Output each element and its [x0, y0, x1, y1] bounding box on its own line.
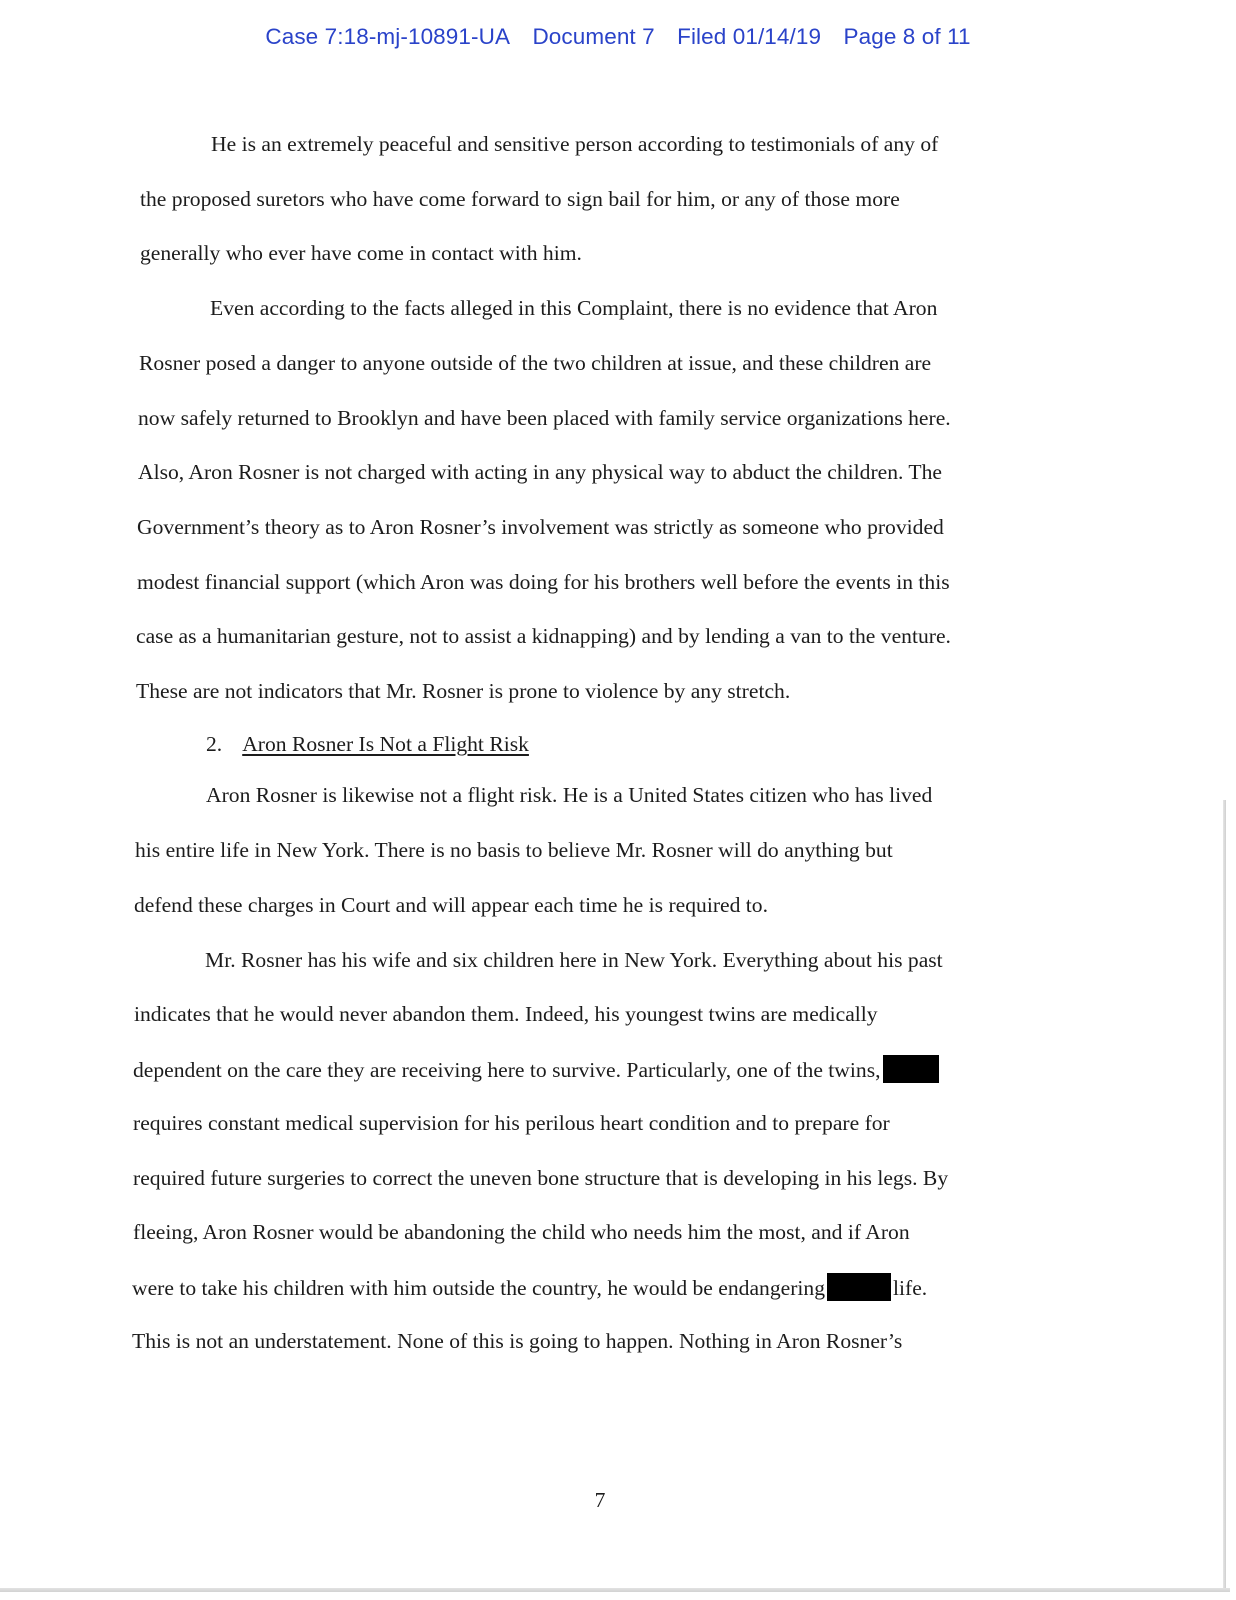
filed-date: Filed 01/14/19: [677, 24, 822, 49]
redaction-box: [827, 1273, 891, 1301]
body-line-with-redaction: [133, 1055, 939, 1084]
body-line-with-redaction: [132, 1273, 927, 1302]
section-number: 2.: [206, 732, 223, 756]
page-count: Page 8 of 11: [843, 24, 971, 49]
body-line: defend these charges in Court and will appear each time he is required to.: [134, 893, 768, 917]
body-line: modest financial support (which Aron was doing for his brothers well before the events in this: [137, 570, 950, 594]
scan-edge-bottom: [0, 1588, 1230, 1592]
body-line: fleeing, Aron Rosner would be abandoning the child who needs him the most, and if Aron: [133, 1220, 910, 1244]
section-heading: [206, 730, 529, 758]
body-line: generally who ever have come in contact with him.: [140, 241, 582, 265]
body-line: Government’s theory as to Aron Rosner’s involvement was strictly as someone who provided: [137, 515, 944, 539]
body-line: He is an extremely peaceful and sensitive person according to testimonials of any of: [211, 132, 939, 156]
body-line: Rosner posed a danger to anyone outside of the two children at issue, and these children are: [139, 351, 932, 375]
body-line: requires constant medical supervision for his perilous heart condition and to prepare for: [133, 1111, 890, 1135]
body-line: This is not an understatement. None of this is going to happen. Nothing in Aron Rosner’s: [132, 1329, 903, 1353]
body-line: now safely returned to Brooklyn and have been placed with family service organizations here.: [138, 406, 951, 430]
body-line: required future surgeries to correct the uneven bone structure that is developing in his legs. By: [133, 1166, 949, 1190]
body-text: dependent on the care they are receiving here to survive. Particularly, one of the twins,: [133, 1058, 881, 1082]
body-text: life.: [893, 1276, 928, 1300]
body-line: Also, Aron Rosner is not charged with acting in any physical way to abduct the children. The: [138, 460, 942, 484]
body-line: indicates that he would never abandon them. Indeed, his youngest twins are medically: [134, 1002, 878, 1026]
case-number: Case 7:18-mj-10891-UA: [265, 24, 511, 49]
body-line: These are not indicators that Mr. Rosner is prone to violence by any stretch.: [136, 679, 791, 703]
body-line: Mr. Rosner has his wife and six children here in New York. Everything about his past: [205, 948, 943, 972]
body-line: the proposed suretors who have come forward to sign bail for him, or any of those more: [140, 187, 900, 211]
body-line: Even according to the facts alleged in this Complaint, there is no evidence that Aron: [210, 296, 938, 320]
body-line: Aron Rosner is likewise not a flight risk. He is a United States citizen who has lived: [206, 783, 933, 807]
ecf-header: [0, 24, 1236, 50]
document-number: Document 7: [532, 24, 655, 49]
section-title: Aron Rosner Is Not a Flight Risk: [242, 732, 529, 756]
page-number: 7: [594, 1488, 606, 1512]
body-text: were to take his children with him outside the country, he would be endangering: [132, 1276, 826, 1300]
scan-edge-right: [1223, 800, 1226, 1590]
body-line: his entire life in New York. There is no basis to believe Mr. Rosner will do anything but: [135, 838, 893, 862]
body-line: case as a humanitarian gesture, not to assist a kidnapping) and by lending a van to the venture.: [136, 624, 951, 648]
redaction-box: [883, 1055, 939, 1083]
